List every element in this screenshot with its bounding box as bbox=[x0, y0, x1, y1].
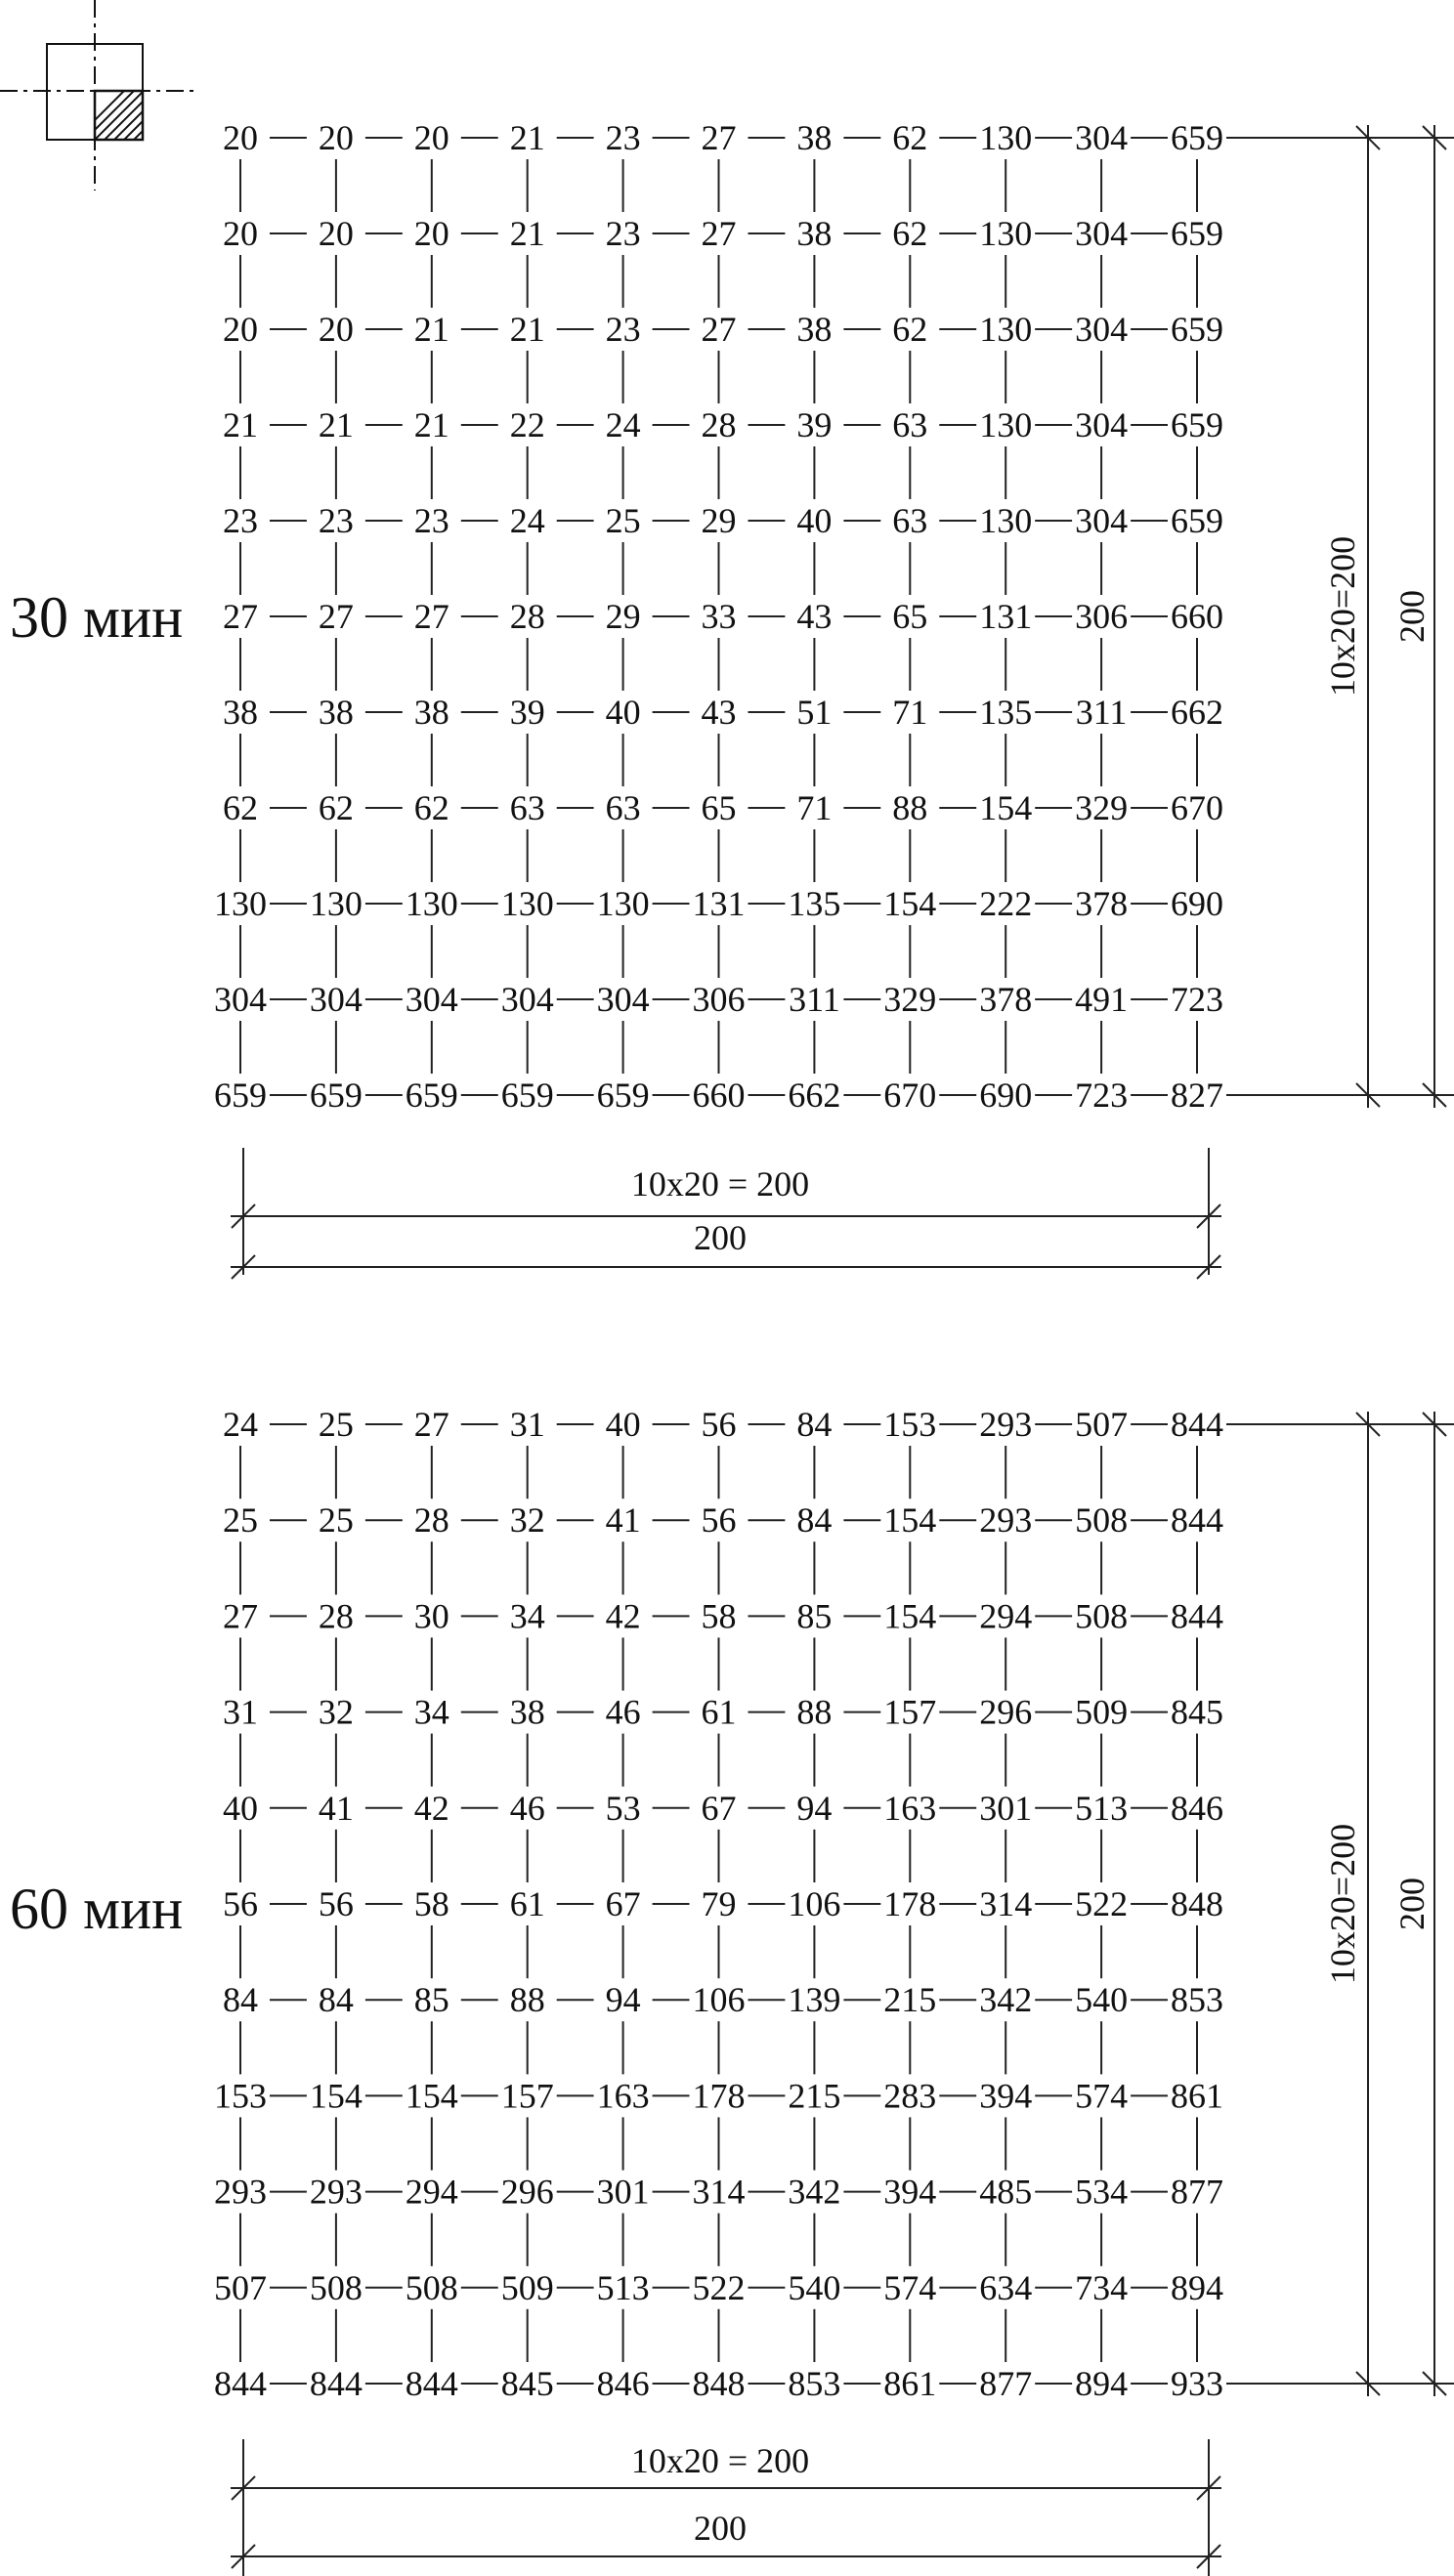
grid-value: 215 bbox=[883, 1980, 937, 2020]
grid-value: 27 bbox=[701, 310, 737, 349]
grid-value: 23 bbox=[318, 501, 354, 540]
grid-value: 304 bbox=[596, 980, 650, 1019]
grid-value: 222 bbox=[979, 884, 1033, 923]
grid-value: 27 bbox=[223, 1596, 258, 1636]
grid-value: 670 bbox=[883, 1076, 937, 1115]
grid-value: 85 bbox=[796, 1596, 833, 1636]
grid-value: 659 bbox=[1171, 310, 1223, 349]
grid-value: 24 bbox=[605, 405, 641, 444]
grid-value: 659 bbox=[1171, 501, 1223, 540]
grid-value: 491 bbox=[1075, 980, 1129, 1019]
grid-value: 848 bbox=[1171, 1884, 1223, 1923]
grid-value: 65 bbox=[892, 597, 928, 636]
grid-value: 25 bbox=[318, 1405, 354, 1444]
grid-value: 848 bbox=[692, 2364, 746, 2403]
grid-value: 22 bbox=[509, 405, 545, 444]
grid-value: 139 bbox=[788, 1980, 841, 2020]
grid-value: 20 bbox=[223, 310, 258, 349]
panel-30-min bbox=[10, 118, 1454, 1279]
grid-value: 342 bbox=[788, 2172, 841, 2212]
grid-value: 304 bbox=[1075, 501, 1129, 540]
grid-value: 46 bbox=[509, 1788, 545, 1828]
grid-value: 130 bbox=[979, 118, 1033, 157]
grid-value: 723 bbox=[1075, 1076, 1129, 1115]
grid-value: 62 bbox=[892, 118, 928, 157]
grid-value: 21 bbox=[413, 310, 449, 349]
grid-value: 508 bbox=[309, 2267, 363, 2307]
grid-value: 296 bbox=[979, 1692, 1033, 1732]
grid-value: 40 bbox=[605, 693, 641, 732]
grid-value: 41 bbox=[605, 1500, 641, 1541]
grid-value: 24 bbox=[223, 1405, 258, 1444]
grid-value: 853 bbox=[788, 2364, 841, 2403]
grid-value: 877 bbox=[979, 2364, 1033, 2403]
grid-value: 130 bbox=[979, 214, 1033, 253]
grid-value: 283 bbox=[883, 2076, 937, 2116]
grid-value: 21 bbox=[223, 405, 258, 444]
grid-value: 130 bbox=[596, 884, 650, 923]
grid-value: 28 bbox=[701, 405, 737, 444]
grid-value: 304 bbox=[1075, 405, 1129, 444]
grid-value: 574 bbox=[883, 2267, 937, 2307]
grid-value: 690 bbox=[1171, 884, 1223, 923]
grid-value: 88 bbox=[892, 788, 928, 827]
grid-value: 894 bbox=[1075, 2364, 1129, 2403]
panel-60-min bbox=[10, 1405, 1454, 2576]
grid-value: 56 bbox=[701, 1405, 737, 1444]
grid-value: 933 bbox=[1171, 2364, 1223, 2403]
grid-value: 314 bbox=[692, 2172, 746, 2212]
grid-value: 38 bbox=[223, 693, 258, 732]
grid-value: 24 bbox=[509, 501, 545, 540]
grid-value: 130 bbox=[979, 310, 1033, 349]
grid-value: 63 bbox=[892, 501, 928, 540]
grid-value: 20 bbox=[223, 118, 258, 157]
grid-value: 329 bbox=[1075, 788, 1129, 827]
grid-value: 296 bbox=[500, 2172, 554, 2212]
grid-value: 39 bbox=[796, 405, 833, 444]
grid-value: 71 bbox=[796, 788, 833, 827]
grid-value: 378 bbox=[1075, 884, 1129, 923]
grid-value: 844 bbox=[1171, 1596, 1223, 1636]
grid-value: 40 bbox=[605, 1405, 641, 1444]
grid-value: 23 bbox=[223, 501, 258, 540]
grid-value: 34 bbox=[509, 1596, 545, 1636]
grid-value: 304 bbox=[500, 980, 554, 1019]
grid-value: 662 bbox=[788, 1076, 841, 1115]
grid-value: 844 bbox=[1171, 1405, 1223, 1444]
grid-value: 844 bbox=[214, 2364, 267, 2403]
bottom-dim-outer: 200 bbox=[694, 1218, 747, 1257]
grid-value: 46 bbox=[605, 1692, 641, 1732]
grid-value: 659 bbox=[214, 1076, 267, 1115]
right-dim-inner: 10x20=200 bbox=[1323, 535, 1362, 697]
grid-value: 157 bbox=[883, 1692, 937, 1732]
grid-value: 62 bbox=[223, 788, 258, 827]
grid-value: 163 bbox=[596, 2076, 650, 2116]
grid-value: 634 bbox=[979, 2267, 1033, 2307]
grid-value: 294 bbox=[405, 2172, 458, 2212]
grid-value: 27 bbox=[701, 118, 737, 157]
grid-value: 131 bbox=[692, 884, 746, 923]
grid-value: 294 bbox=[979, 1596, 1033, 1636]
grid-value: 42 bbox=[605, 1596, 641, 1636]
grid-value: 394 bbox=[883, 2172, 937, 2212]
grid-value: 485 bbox=[979, 2172, 1033, 2212]
grid-value: 38 bbox=[796, 310, 833, 349]
grid-value: 509 bbox=[1075, 1692, 1129, 1732]
right-dim-outer: 200 bbox=[1392, 1878, 1432, 1930]
grid-value: 31 bbox=[223, 1692, 258, 1732]
grid-value: 306 bbox=[1075, 597, 1129, 636]
grid-value: 131 bbox=[979, 597, 1033, 636]
grid-value: 27 bbox=[223, 597, 258, 636]
grid-value: 135 bbox=[979, 693, 1033, 732]
grid-value: 84 bbox=[223, 1980, 258, 2020]
grid-value: 509 bbox=[500, 2267, 554, 2307]
grid-value: 508 bbox=[1075, 1500, 1129, 1541]
grid-value: 33 bbox=[701, 597, 737, 636]
grid-value: 106 bbox=[788, 1884, 841, 1923]
grid-value: 38 bbox=[318, 693, 354, 732]
grid-value: 301 bbox=[979, 1788, 1033, 1828]
grid-value: 293 bbox=[979, 1405, 1033, 1444]
grid-value: 394 bbox=[979, 2076, 1033, 2116]
grid-value: 27 bbox=[413, 1405, 449, 1444]
grid-value: 63 bbox=[892, 405, 928, 444]
grid-value: 659 bbox=[500, 1076, 554, 1115]
grid-value: 28 bbox=[509, 597, 545, 636]
grid-value: 329 bbox=[883, 980, 937, 1019]
grid-value: 306 bbox=[692, 980, 746, 1019]
grid-value: 659 bbox=[1171, 214, 1223, 253]
grid-value: 23 bbox=[605, 118, 641, 157]
grid-value: 513 bbox=[596, 2267, 650, 2307]
grid-value: 130 bbox=[500, 884, 554, 923]
grid-value: 304 bbox=[1075, 118, 1129, 157]
grid-value: 135 bbox=[788, 884, 841, 923]
grid-value: 56 bbox=[223, 1884, 258, 1923]
grid-value: 21 bbox=[413, 405, 449, 444]
grid-value: 88 bbox=[796, 1692, 833, 1732]
grid-value: 670 bbox=[1171, 788, 1223, 827]
grid-value: 293 bbox=[214, 2172, 267, 2212]
grid-value: 21 bbox=[509, 214, 545, 253]
grid-value: 311 bbox=[789, 980, 840, 1019]
grid-value: 540 bbox=[1075, 1980, 1129, 2020]
grid-value: 734 bbox=[1075, 2267, 1129, 2307]
grid-value: 23 bbox=[605, 310, 641, 349]
grid-value: 827 bbox=[1171, 1076, 1223, 1115]
grid-value: 28 bbox=[413, 1500, 449, 1541]
grid-value: 293 bbox=[979, 1500, 1033, 1541]
grid-value: 30 bbox=[413, 1596, 449, 1636]
grid-value: 71 bbox=[892, 693, 928, 732]
grid-value: 31 bbox=[509, 1405, 545, 1444]
grid-value: 522 bbox=[692, 2267, 746, 2307]
grid-value: 130 bbox=[979, 501, 1033, 540]
grid-value: 85 bbox=[413, 1980, 449, 2020]
grid-value: 513 bbox=[1075, 1788, 1129, 1828]
grid-value: 659 bbox=[1171, 405, 1223, 444]
grid-value: 27 bbox=[318, 597, 354, 636]
grid-value: 215 bbox=[788, 2076, 841, 2116]
grid-value: 877 bbox=[1171, 2172, 1223, 2212]
grid-value: 507 bbox=[214, 2267, 267, 2307]
grid-value: 20 bbox=[318, 118, 354, 157]
grid-value: 53 bbox=[605, 1788, 641, 1828]
grid-value: 29 bbox=[701, 501, 737, 540]
grid-value: 56 bbox=[318, 1884, 354, 1923]
bottom-dim-inner: 10x20 = 200 bbox=[630, 2441, 810, 2480]
grid-value: 534 bbox=[1075, 2172, 1129, 2212]
grid-value: 43 bbox=[701, 693, 737, 732]
grid-value: 62 bbox=[318, 788, 354, 827]
grid-value: 304 bbox=[309, 980, 363, 1019]
grid-value: 21 bbox=[509, 310, 545, 349]
grid-value: 62 bbox=[413, 788, 449, 827]
grid-value: 20 bbox=[413, 118, 449, 157]
grid-value: 301 bbox=[596, 2172, 650, 2212]
grid-value: 659 bbox=[309, 1076, 363, 1115]
grid-value: 61 bbox=[509, 1884, 545, 1923]
panel-label: 60 мин bbox=[10, 1877, 184, 1941]
grid-value: 56 bbox=[701, 1500, 737, 1541]
grid-value: 844 bbox=[1171, 1500, 1223, 1541]
grid-value: 659 bbox=[596, 1076, 650, 1115]
grid-value: 20 bbox=[413, 214, 449, 253]
grid-value: 540 bbox=[788, 2267, 841, 2307]
grid-value: 67 bbox=[605, 1884, 641, 1923]
grid-value: 40 bbox=[796, 501, 833, 540]
grid-value: 62 bbox=[892, 310, 928, 349]
grid-value: 38 bbox=[413, 693, 449, 732]
grid-value: 130 bbox=[309, 884, 363, 923]
grid-value: 84 bbox=[796, 1500, 833, 1541]
grid-value: 293 bbox=[309, 2172, 363, 2212]
panel-label: 30 мин bbox=[10, 585, 184, 650]
grid-value: 574 bbox=[1075, 2076, 1129, 2116]
grid-value: 845 bbox=[1171, 1692, 1223, 1732]
grid-value: 304 bbox=[214, 980, 267, 1019]
grid-value: 130 bbox=[979, 405, 1033, 444]
bottom-dim-outer: 200 bbox=[694, 2509, 747, 2548]
grid-value: 20 bbox=[223, 214, 258, 253]
grid-value: 894 bbox=[1171, 2267, 1223, 2307]
grid-value: 25 bbox=[223, 1500, 258, 1541]
grid-value: 154 bbox=[883, 884, 937, 923]
grid-value: 94 bbox=[605, 1980, 641, 2020]
grid-value: 40 bbox=[223, 1788, 258, 1828]
grid-value: 67 bbox=[701, 1788, 737, 1828]
grid-value: 304 bbox=[405, 980, 458, 1019]
grid-value: 154 bbox=[883, 1500, 937, 1541]
grid-value: 178 bbox=[692, 2076, 746, 2116]
grid-value: 853 bbox=[1171, 1980, 1223, 2020]
grid-value: 58 bbox=[701, 1596, 737, 1636]
grid-value: 34 bbox=[413, 1692, 449, 1732]
grid-value: 21 bbox=[318, 405, 354, 444]
grid-value: 88 bbox=[509, 1980, 545, 2020]
grid-value: 41 bbox=[318, 1788, 354, 1828]
grid-value: 79 bbox=[701, 1884, 737, 1923]
grid-value: 63 bbox=[509, 788, 545, 827]
grid-value: 28 bbox=[318, 1596, 354, 1636]
grid-value: 342 bbox=[979, 1980, 1033, 2020]
grid-value: 846 bbox=[1171, 1788, 1223, 1828]
right-dim-inner: 10x20=200 bbox=[1323, 1823, 1362, 1985]
grid-value: 660 bbox=[692, 1076, 746, 1115]
grid-value: 63 bbox=[605, 788, 641, 827]
grid-value: 861 bbox=[1171, 2076, 1223, 2116]
grid-value: 845 bbox=[500, 2364, 554, 2403]
grid-value: 311 bbox=[1075, 693, 1128, 732]
grid-value: 65 bbox=[701, 788, 737, 827]
grid-value: 508 bbox=[405, 2267, 458, 2307]
grid-value: 130 bbox=[405, 884, 458, 923]
grid-value: 314 bbox=[979, 1884, 1033, 1923]
grid-value: 844 bbox=[405, 2364, 458, 2403]
grid-value: 304 bbox=[1075, 310, 1129, 349]
grid-value: 522 bbox=[1075, 1884, 1129, 1923]
grid-value: 20 bbox=[318, 310, 354, 349]
right-dim-outer: 200 bbox=[1392, 590, 1432, 643]
grid-value: 25 bbox=[605, 501, 641, 540]
grid-value: 861 bbox=[883, 2364, 937, 2403]
grid-value: 154 bbox=[405, 2076, 458, 2116]
grid-value: 42 bbox=[413, 1788, 449, 1828]
grid-value: 23 bbox=[413, 501, 449, 540]
grid-value: 163 bbox=[883, 1788, 937, 1828]
grid-value: 23 bbox=[605, 214, 641, 253]
bottom-dim-inner: 10x20 = 200 bbox=[630, 1164, 810, 1204]
grid-value: 153 bbox=[883, 1405, 937, 1444]
grid-value: 21 bbox=[509, 118, 545, 157]
grid-value: 29 bbox=[605, 597, 641, 636]
grid-value: 38 bbox=[796, 214, 833, 253]
grid-value: 662 bbox=[1171, 693, 1223, 732]
grid-value: 690 bbox=[979, 1076, 1033, 1115]
grid-value: 508 bbox=[1075, 1596, 1129, 1636]
grid-value: 154 bbox=[309, 2076, 363, 2116]
grid-value: 51 bbox=[796, 693, 833, 732]
grid-value: 84 bbox=[796, 1405, 833, 1444]
grid-value: 61 bbox=[701, 1692, 737, 1732]
grid-value: 84 bbox=[318, 1980, 354, 2020]
grid-value: 39 bbox=[509, 693, 545, 732]
grid-value: 38 bbox=[796, 118, 833, 157]
grid-value: 659 bbox=[405, 1076, 458, 1115]
grid-value: 20 bbox=[318, 214, 354, 253]
grid-value: 660 bbox=[1171, 597, 1223, 636]
grid-value: 32 bbox=[318, 1692, 354, 1732]
grid-value: 130 bbox=[214, 884, 267, 923]
grid-value: 32 bbox=[509, 1500, 545, 1541]
grid-value: 154 bbox=[979, 788, 1033, 827]
grid-value: 153 bbox=[214, 2076, 267, 2116]
grid-value: 304 bbox=[1075, 214, 1129, 253]
grid-value: 27 bbox=[701, 214, 737, 253]
grid-value: 38 bbox=[509, 1692, 545, 1732]
grid-value: 27 bbox=[413, 597, 449, 636]
grid-value: 154 bbox=[883, 1596, 937, 1636]
grid-value: 62 bbox=[892, 214, 928, 253]
cross-section-quadrant-icon bbox=[0, 0, 195, 190]
grid-value: 94 bbox=[796, 1788, 833, 1828]
grid-value: 106 bbox=[692, 1980, 746, 2020]
grid-value: 723 bbox=[1171, 980, 1223, 1019]
grid-value: 58 bbox=[413, 1884, 449, 1923]
grid-value: 846 bbox=[596, 2364, 650, 2403]
grid-value: 178 bbox=[883, 1884, 937, 1923]
grid-value: 43 bbox=[796, 597, 833, 636]
grid-value: 844 bbox=[309, 2364, 363, 2403]
grid-value: 507 bbox=[1075, 1405, 1129, 1444]
grid-value: 378 bbox=[979, 980, 1033, 1019]
grid-value: 157 bbox=[500, 2076, 554, 2116]
grid-value: 659 bbox=[1171, 118, 1223, 157]
grid-value: 25 bbox=[318, 1500, 354, 1541]
